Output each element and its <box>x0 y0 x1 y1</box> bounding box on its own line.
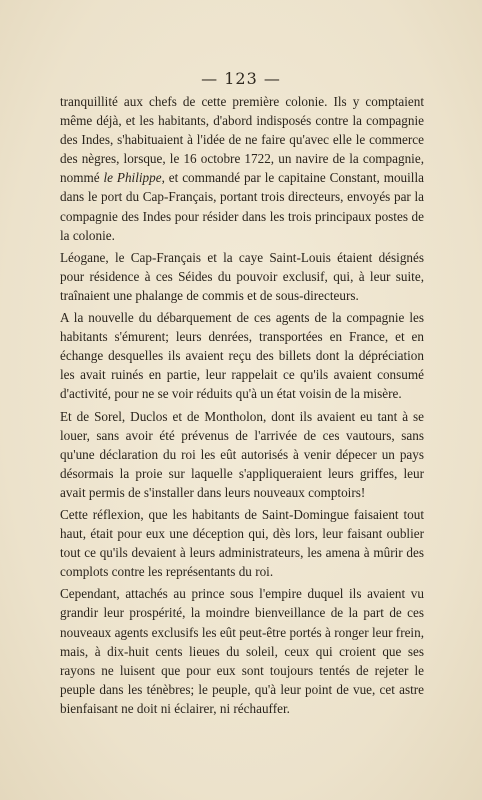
body-text <box>60 92 424 721</box>
page-number: — 123 — <box>201 69 281 88</box>
paragraph-5: Cette réflexion, que les habitants de Saint-Domingue faisaient tout haut, était pour eux une déception qui, dès lors, leur faisant oublier tout ce qu'ils devaient à leurs administrateurs, les amena à mûrir des complots contre les représentants du roi. <box>60 506 424 580</box>
paragraph-2: Léogane, le Cap-Français et la caye Saint-Louis étaient désignés pour résidence à ces Séides du pouvoir exclusif, qui, à leur suite, traînaient une phalange de commis et de sous-directeurs. <box>60 249 424 303</box>
paragraph-6: Cependant, attachés au prince sous l'empire duquel ils avaient vu grandir leur prospérité, la moindre bienveillance de la part de ces nouveaux agents exclusifs les eût peut-être portés à ronger leur frein, mais, à dix-huit cents lieues du soleil, ceux qui croient que ses rayons ne luisent que pour eux sont toujours tentés de rejeter le peuple dans les ténèbres; le peuple, qu'à leur point de vue, cet astre bienfaisant ne doit ni éclairer, ni réchauffer. <box>60 586 424 716</box>
paragraph-1: tranquillité aux chefs de cette première colonie. Ils y comptaient même déjà, et les habitants, d'abord indisposés contre la compagnie des Indes, s'habituaient à l'idée de ne faire qu'avec elle le commerce des nègres, lorsque, le 16 octobre 1722, un navire de la compagnie, nommé le Philippe, et commandé par le capitaine Constant, mouilla dans le port du Cap-Français, portant trois directeurs, envoyés par la compagnie des Indes pour résider dans les trois principaux postes de la colonie. <box>60 94 424 243</box>
paragraph-3: A la nouvelle du débarquement de ces agents de la compagnie les habitants s'émurent; leurs denrées, transportées en France, et en échange desquelles ils avaient reçu des billets dont la dépréciation les avait ruinés en partie, leur rappelait ce qu'ils avaient consumé d'activité, pour ne se voir réduits qu'à un état voisin de la misère. <box>60 310 424 402</box>
ship-name: le Philippe <box>103 170 162 186</box>
paragraph-4: Et de Sorel, Duclos et de Montholon, dont ils avaient eu tant à se louer, sans avoir été prévenus de l'arrivée de ces vautours, sans qu'une déclaration du roi les eût autorisés à venir dépecer un pays désormais la proie sur laquelle s'appliqueraient leurs griffes, leur avait permis de s'installer dans leurs nouveaux comptoirs! <box>60 408 424 500</box>
